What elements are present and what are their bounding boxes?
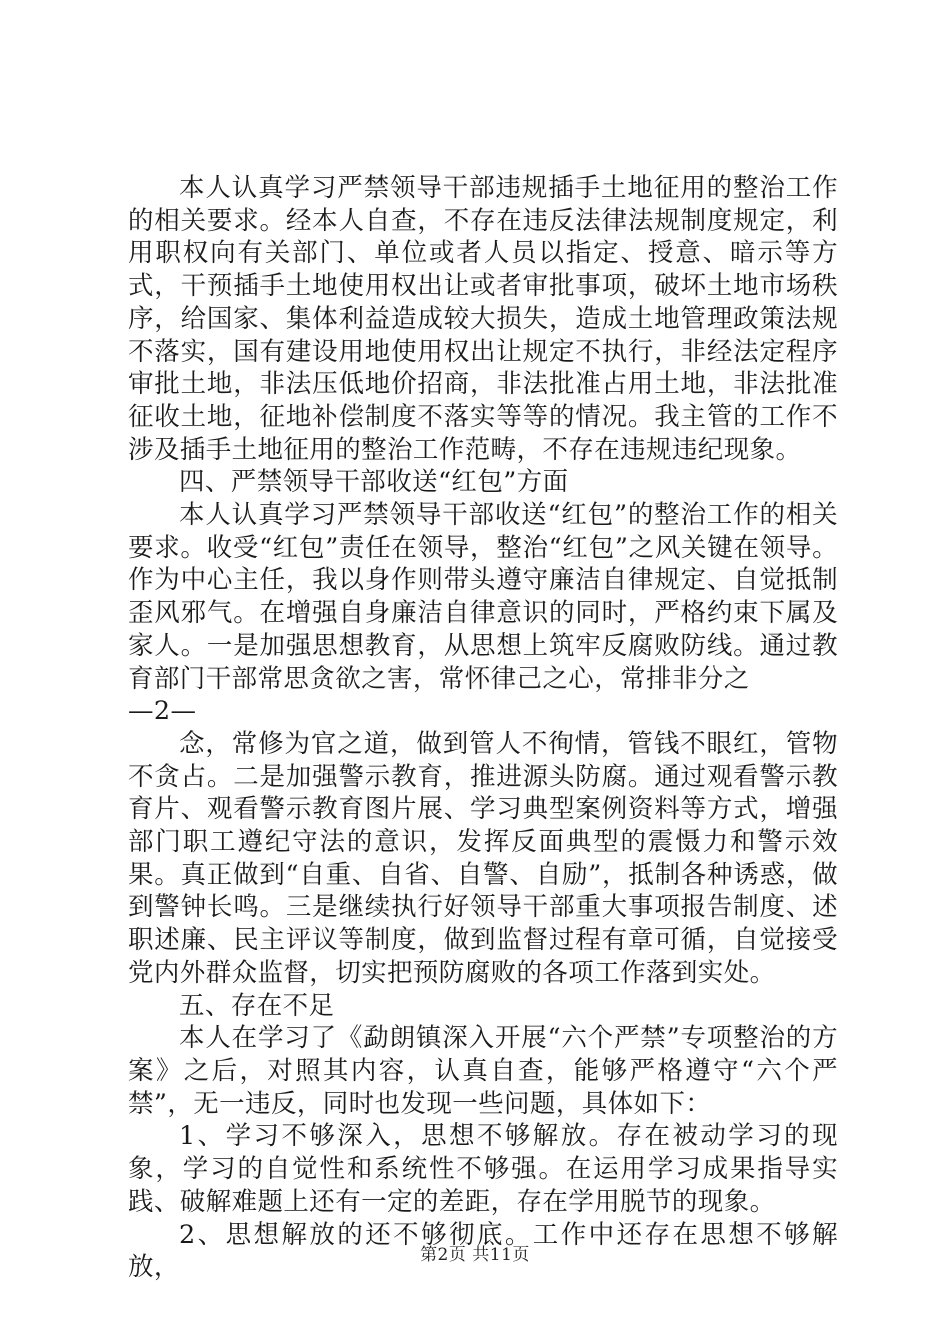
list-item-study: 1、学习不够深入，思想不够解放。存在被动学习的现象，学习的自觉性和系统性不够强。在运用学习成果指导实践、破解难题上还有一定的差距，存在学用脱节的现象。 (128, 1121, 838, 1217)
list-item-thinking: 2、思想解放的还不够彻底。工作中还存在思想不够解放， (128, 1219, 838, 1283)
section-heading-red-envelope: 四、严禁领导干部收送“红包”方面 (179, 467, 569, 498)
page-footer: 第2页 共11页 (420, 1245, 530, 1265)
paragraph-self-check: 本人在学习了《勐朗镇深入开展“六个严禁”专项整治的方案》之后，对照其内容，认真自查，能够严格遵守“六个严禁”，无一违反，同时也发现一些问题，具体如下： (128, 1023, 838, 1119)
paragraph-warning-education: 念，常修为官之道，做到管人不徇情，管钱不眼红，管物不贪占。二是加强警示教育，推进源头防腐。通过观看警示教育片、观看警示教育图片展、学习典型案例资料等方式，增强部门职工遵纪守法的意识，发挥反面典型的震慑力和警示效果。真正做到“自重、自省、自警、自励”，抵制各种诱惑，做到警钟长鸣。三是继续执行好领导干部重大事项报告制度、述职述廉、民主评议等制度，做到监督过程有章可循，自觉接受党内外群众监督，切实把预防腐败的各项工作落到实处。 (128, 728, 838, 988)
paragraph-red-envelope: 本人认真学习严禁领导干部收送“红包”的整治工作的相关要求。收受“红包”责任在领导，整治“红包”之风关键在领导。作为中心主任，我以身作则带头遵守廉洁自律规定、自觉抵制歪风邪气。在增强自身廉洁自律意识的同时，严格约束下属及家人。一是加强思想教育，从思想上筑牢反腐败防线。通过教育部门干部常思贪欲之害，常怀律己之心，常排非分之 (128, 500, 838, 694)
paragraph-land-requisition: 本人认真学习严禁领导干部违规插手土地征用的整治工作的相关要求。经本人自查，不存在违反法律法规制度规定，利用职权向有关部门、单位或者人员以指定、授意、暗示等方式，干预插手土地使用权出让或者审批事项，破坏土地市场秩序，给国家、集体利益造成较大损失，造成土地管理政策法规不落实，国有建设用地使用权出让规定不执行，非经法定程序审批土地，非法压低地价招商，非法批准占用土地，非法批准征收土地，征地补偿制度不落实等等的情况。我主管的工作不涉及插手土地征用的整治工作范畴，不存在违规违纪现象。 (128, 173, 838, 465)
inline-page-marker: —2— (128, 696, 197, 727)
document-body (128, 172, 838, 1284)
section-heading-shortcomings: 五、存在不足 (179, 990, 335, 1021)
